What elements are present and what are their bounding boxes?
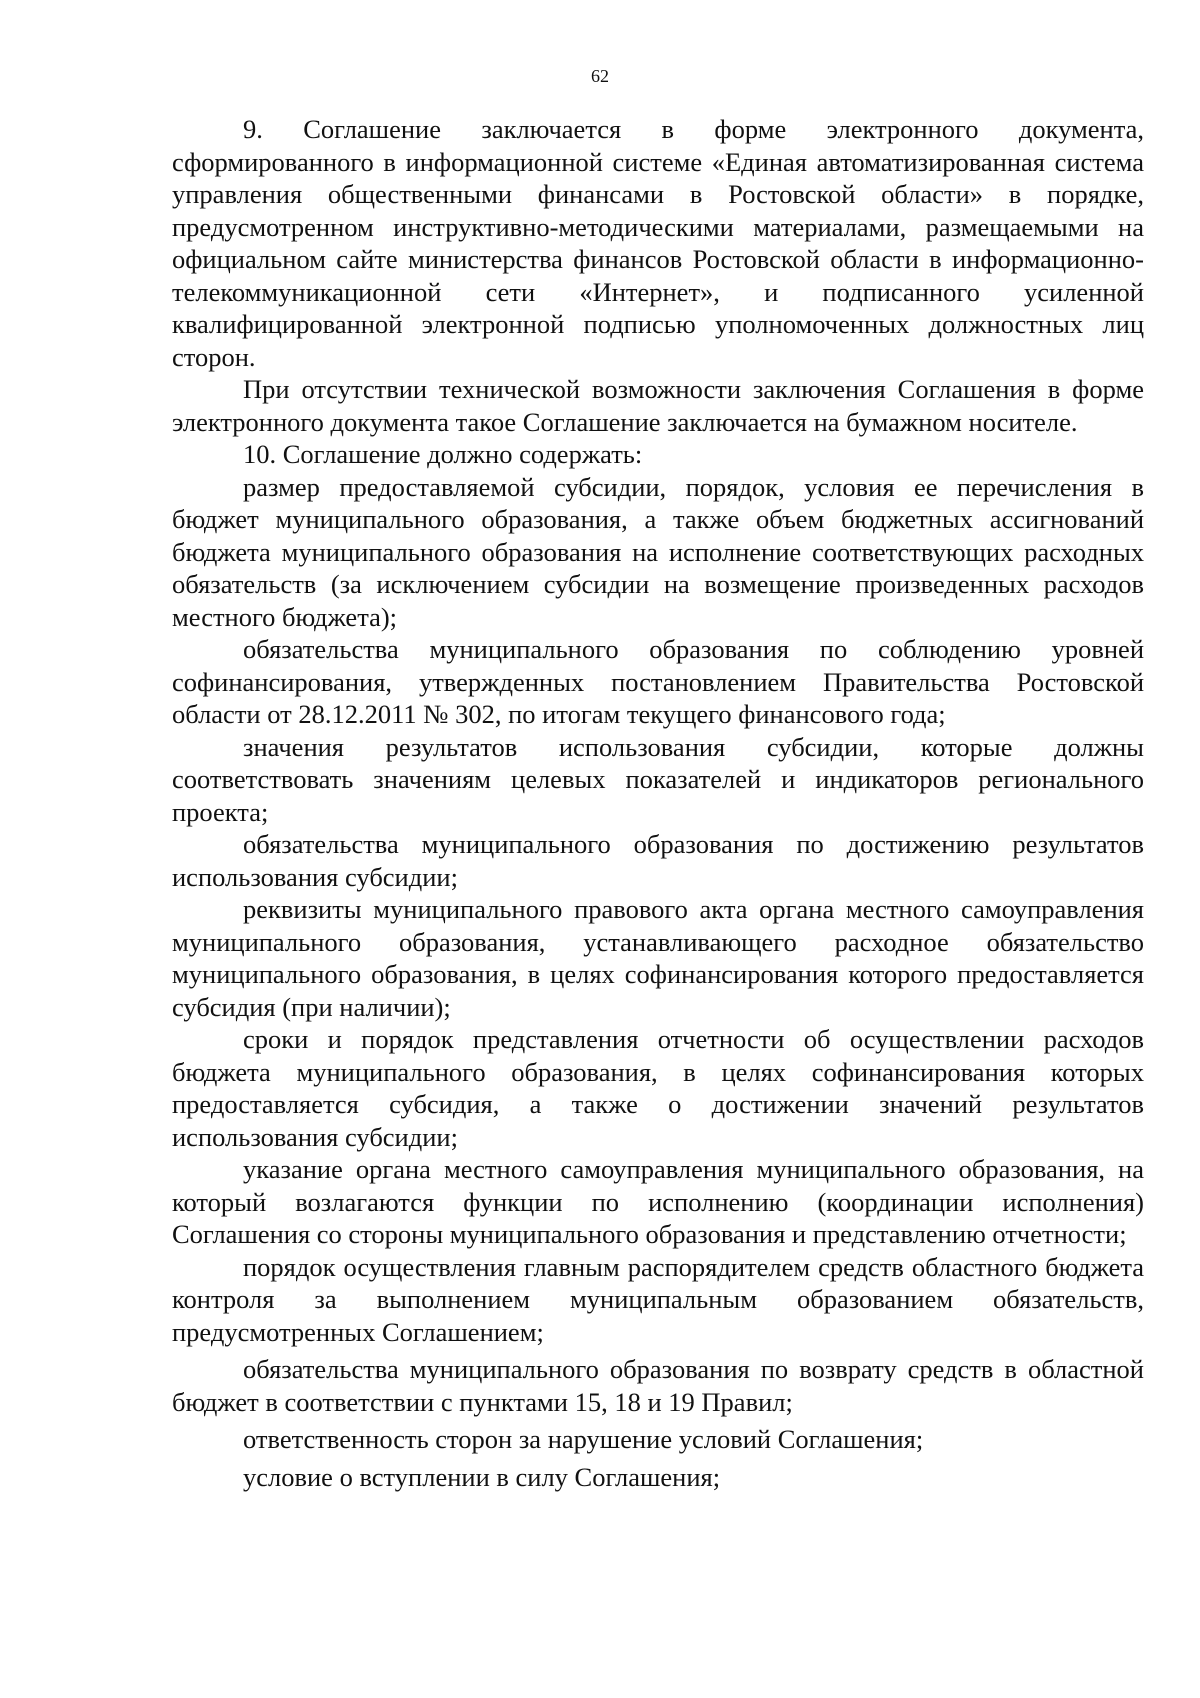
paragraph-legal-act-details: реквизиты муниципального правового акта органа местного самоуправления муниципального образования, устанавливающего расходное обязательство муниципального образования, в целях софинансирования которого предоставляется субсидия (при наличии); [172, 894, 1144, 1022]
paragraph-result-obligations: обязательства муниципального образования по достижению результатов использования субсидии; [172, 829, 1144, 892]
paragraph-reporting-terms: сроки и порядок представления отчетности об осуществлении расходов бюджета муниципального образования, в целях софинансирования которых предоставляется субсидия, а также о достижении значений результатов использования субсидии; [172, 1024, 1144, 1152]
document-body [172, 113, 1144, 1493]
paragraph-result-values: значения результатов использования субсидии, которые должны соответствовать значениям целевых показателей и индикаторов регионального проекта; [172, 731, 1144, 827]
paragraph-refund-obligations: обязательства муниципального образования по возврату средств в областной бюджет в соответствии с пунктами 15, 18 и 19 Правил; [172, 1354, 1144, 1417]
paragraph-cofinancing-levels: обязательства муниципального образования по соблюдению уровней софинансирования, утвержденных постановлением Правительства Ростовской области от 28.12.2011 № 302, по итогам текущего финансового года; [172, 634, 1144, 729]
paragraph-paper-form: При отсутствии технической возможности заключения Соглашения в форме электронного документа такое Соглашение заключается на бумажном носителе. [172, 374, 1144, 437]
page-number: 62 [591, 66, 609, 86]
paragraph-item-9: 9. Соглашение заключается в форме электронного документа, сформированного в информационной системе «Единая автоматизированная система управления общественными финансами в Ростовской области» в порядке, предусмотренном инструктивно-методическими материалами, размещаемыми на официальном сайте министерства финансов Ростовской области в информационно-телекоммуникационной сети «Интернет», и подписанного усиленной квалифицированной электронной подписью уполномоченных должностных лиц сторон. [172, 114, 1144, 372]
paragraph-control-procedure: порядок осуществления главным распорядителем средств областного бюджета контроля за выполнением муниципальным образованием обязательств, предусмотренных Соглашением; [172, 1251, 1144, 1347]
paragraph-subsidy-size: размер предоставляемой субсидии, порядок, условия ее перечисления в бюджет муниципального образования, а также объем бюджетных ассигнований бюджета муниципального образования на исполнение соответствующих расходных обязательств (за исключением субсидии на возмещение произведенных расходов местного бюджета); [172, 471, 1144, 632]
paragraph-responsible-body: указание органа местного самоуправления муниципального образования, на который возлагаются функции по исполнению (координации исполнения) Соглашения со стороны муниципального образования и представлению отчетности; [172, 1154, 1144, 1249]
paragraph-liability: ответственность сторон за нарушение условий Соглашения; [243, 1424, 924, 1454]
paragraph-entry-into-force: условие о вступлении в силу Соглашения; [243, 1461, 721, 1492]
paragraph-item-10-heading: 10. Соглашение должно содержать: [243, 439, 643, 469]
